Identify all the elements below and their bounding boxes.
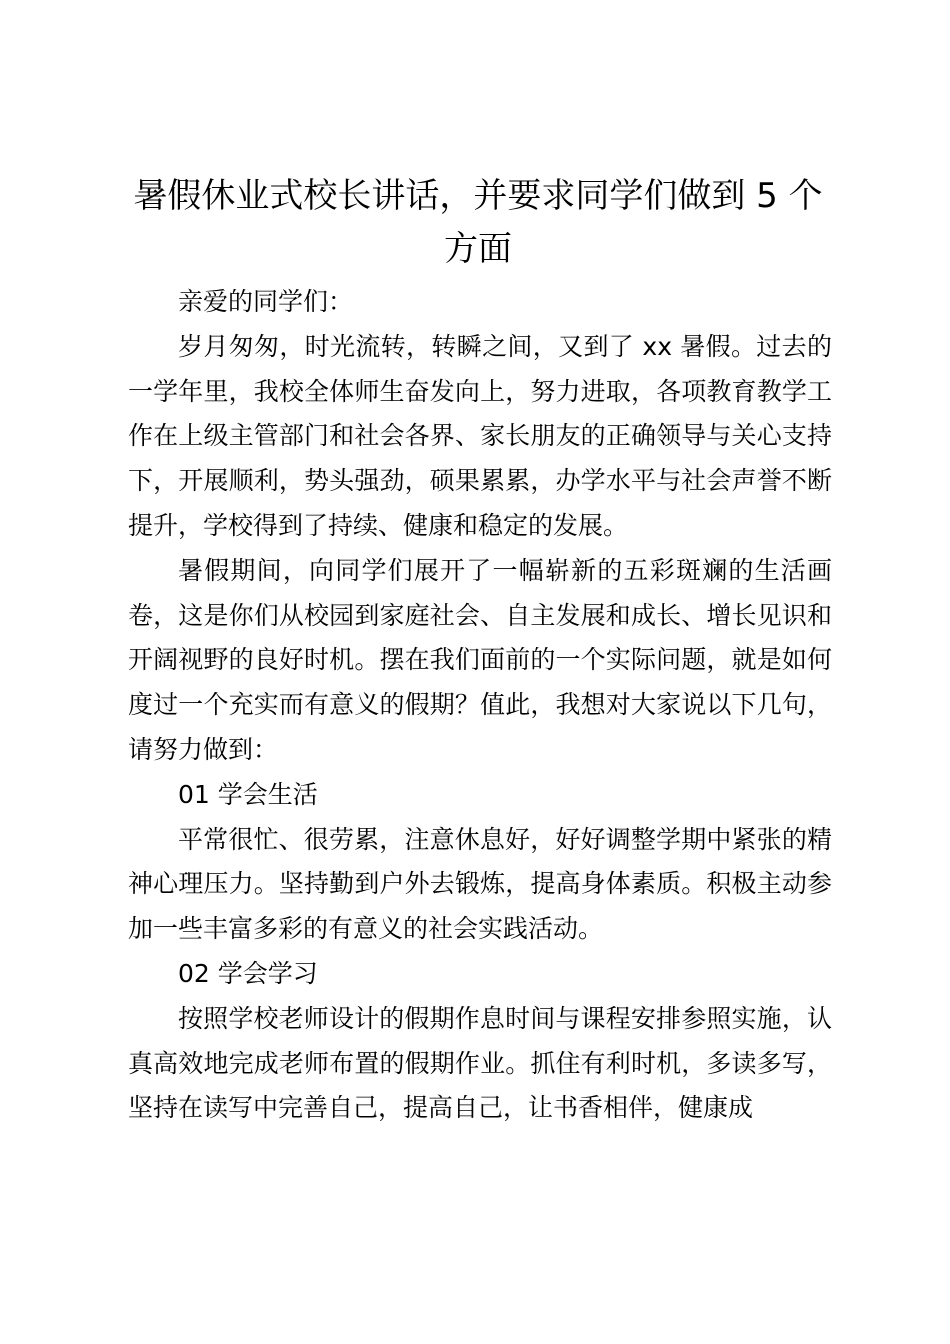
salutation: 亲爱的同学们：	[178, 287, 354, 316]
paragraph-life: 平常很忙、很劳累，注意休息好，好好调整学期中紧张的精神心理压力。坚持勤到户外去锻炼，提高身体素质。积极主动参加一些丰富多彩的有意义的社会实践活动。	[128, 824, 832, 944]
section-heading-02: 02 学会学习	[178, 958, 318, 988]
paragraph-study: 按照学校老师设计的假期作息时间与课程安排参照实施，认真高效地完成老师布置的假期作业。抓住有利时机，多读多写，坚持在读写中完善自己，提高自己，让书香相伴，健康成	[128, 1003, 832, 1123]
document-title: 暑假休业式校长讲话，并要求同学们做到 5 个方面	[133, 176, 823, 269]
section-heading-01: 01 学会生活	[178, 779, 318, 809]
paragraph-summer: 暑假期间，向同学们展开了一幅崭新的五彩斑斓的生活画卷，这是你们从校园到家庭社会、自主发展和成长、增长见识和开阔视野的良好时机。摆在我们面前的一个实际问题，就是如何度过一个充实而有意义的假期？值此，我想对大家说以下几句，请努力做到：	[128, 555, 832, 764]
document-body	[128, 280, 832, 1131]
paragraph-intro: 岁月匆匆，时光流转，转瞬之间，又到了 xx 暑假。过去的一学年里，我校全体师生奋发向上，努力进取，各项教育教学工作在上级主管部门和社会各界、家长朋友的正确领导与关心支持下，开展顺利，势头强劲，硕果累累，办学水平与社会声誉不断提升，学校得到了持续、健康和稳定的发展。	[128, 331, 832, 540]
